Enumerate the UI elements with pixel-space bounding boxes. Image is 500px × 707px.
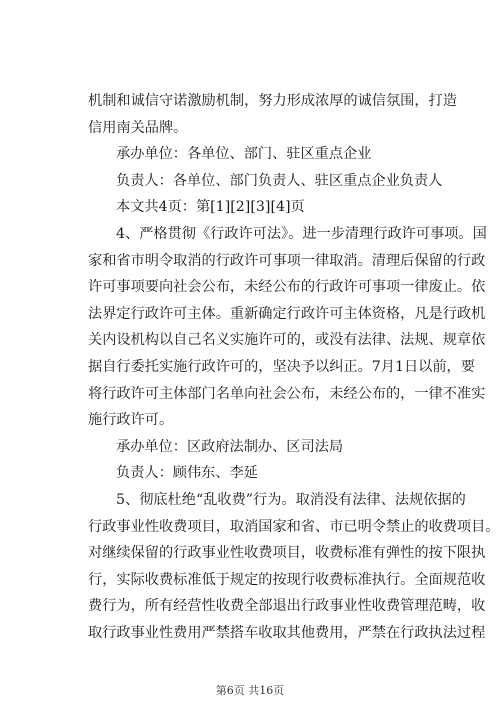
paragraph-p8 (88, 487, 500, 647)
text-line: 费行为，所有经营性收费全部退出行政事业性收费管理范畴，收 (88, 598, 486, 615)
text-line: 将行政许可主体部门名单向社会公布，未经公布的，一律不准实 (88, 385, 486, 402)
text-line: 4、严格贯彻《行政许可法》。进一步清理行政许可事项。国 (116, 225, 487, 242)
text-line: 对继续保留的行政事业性收费项目，收费标准有弹性的按下限执 (88, 545, 486, 562)
text-line: 行政事业性收费项目，取消国家和省、市已明令禁止的收费项目。 (88, 518, 500, 535)
text-line: 信用南关品牌。 (88, 119, 188, 136)
paragraph-p7 (88, 460, 420, 487)
paragraph-p5 (88, 221, 487, 434)
text-line: 承办单位：区政府法制办、区司法局 (116, 438, 344, 455)
text-line: 许可事项要向社会公布，未经公布的行政许可事项一律废止。依 (88, 279, 486, 296)
paragraph-p4 (88, 194, 420, 221)
text-line: 本文共4页：第[1][2][3][4]页 (116, 199, 305, 216)
text-line: 负责人：各单位、部门负责人、驻区重点企业负责人 (116, 172, 443, 189)
paragraph-p1 (88, 88, 457, 141)
paragraph-p6 (88, 434, 420, 461)
text-line: 机制和诚信守诺激励机制，努力形成浓厚的诚信氛围，打造 (88, 93, 457, 109)
text-line: 关内设机构以自己名义实施许可的，或没有法律、法规、规章依 (88, 332, 486, 349)
text-line: 法界定行政许可主体。重新确定行政许可主体资格，凡是行政机 (88, 305, 486, 322)
text-line: 负责人：顾伟东、李延 (116, 465, 258, 482)
text-line: 据自行委托实施行政许可的，坚决予以纠正。7月1日以前，要 (88, 358, 475, 375)
text-line: 家和省市明令取消的行政许可事项一律取消。清理后保留的行政 (88, 252, 486, 269)
paragraph-p2 (88, 141, 420, 168)
text-line: 行，实际收费标准低于规定的按现行收费标准执行。全面规范收 (88, 571, 486, 588)
document-body (88, 88, 500, 646)
text-line: 承办单位：各单位、部门、驻区重点企业 (116, 146, 372, 163)
text-line: 5、彻底杜绝“乱收费”行为。取消没有法律、法规依据的 (116, 491, 466, 508)
paragraph-p3 (88, 168, 443, 195)
page-footer: 第6页 共16页 (215, 684, 285, 697)
text-line: 施行政许可。 (88, 412, 174, 429)
text-line: 取行政事业性费用严禁搭车收取其他费用，严禁在行政执法过程 (88, 624, 486, 641)
